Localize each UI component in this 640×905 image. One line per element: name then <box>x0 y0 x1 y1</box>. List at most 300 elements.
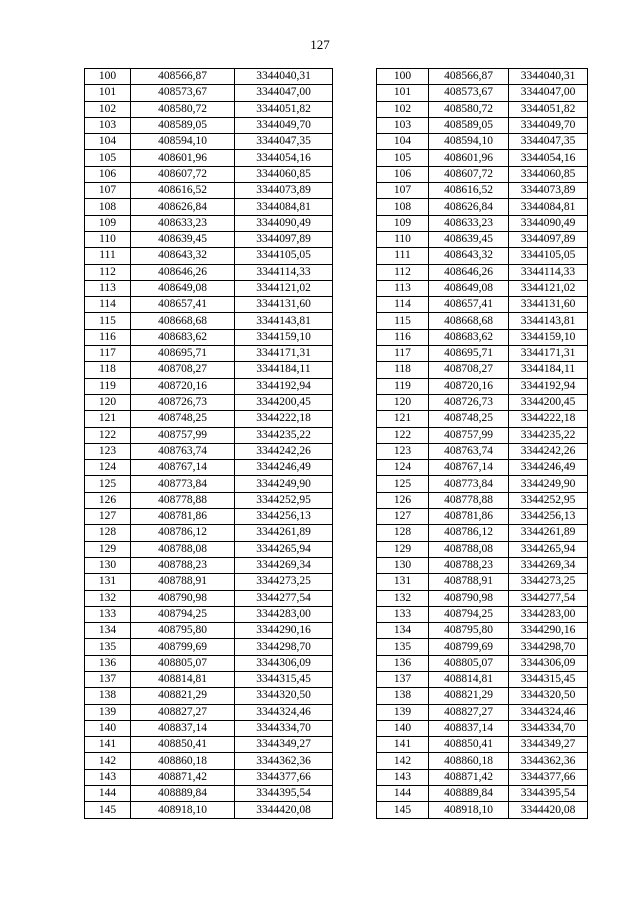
y-coordinate-cell: 3344246,49 <box>235 460 333 476</box>
y-coordinate-cell: 3344049,70 <box>509 117 588 133</box>
x-coordinate-cell: 408626,84 <box>429 199 509 215</box>
y-coordinate-cell: 3344362,36 <box>509 753 588 769</box>
point-number-cell: 140 <box>377 720 429 736</box>
table-row <box>377 85 588 101</box>
x-coordinate-cell: 408757,99 <box>131 427 235 443</box>
y-coordinate-cell: 3344273,25 <box>235 574 333 590</box>
x-coordinate-cell: 408633,23 <box>131 215 235 231</box>
coordinates-table-left <box>84 68 333 819</box>
x-coordinate-cell: 408763,74 <box>429 443 509 459</box>
point-number-cell: 137 <box>377 671 429 687</box>
x-coordinate-cell: 408657,41 <box>131 297 235 313</box>
x-coordinate-cell: 408799,69 <box>429 639 509 655</box>
point-number-cell: 117 <box>377 346 429 362</box>
x-coordinate-cell: 408594,10 <box>131 134 235 150</box>
y-coordinate-cell: 3344060,85 <box>235 166 333 182</box>
point-number-cell: 121 <box>377 411 429 427</box>
y-coordinate-cell: 3344051,82 <box>235 101 333 117</box>
point-number-cell: 120 <box>377 394 429 410</box>
point-number-cell: 102 <box>377 101 429 117</box>
point-number-cell: 140 <box>85 720 131 736</box>
x-coordinate-cell: 408639,45 <box>131 231 235 247</box>
point-number-cell: 133 <box>377 606 429 622</box>
point-number-cell: 110 <box>85 231 131 247</box>
table-row <box>85 134 333 150</box>
page-number: 127 <box>310 37 330 52</box>
point-number-cell: 118 <box>85 362 131 378</box>
y-coordinate-cell: 3344143,81 <box>235 313 333 329</box>
point-number-cell: 102 <box>85 101 131 117</box>
x-coordinate-cell: 408607,72 <box>429 166 509 182</box>
table-row <box>85 671 333 687</box>
y-coordinate-cell: 3344222,18 <box>509 411 588 427</box>
x-coordinate-cell: 408643,32 <box>429 248 509 264</box>
table-row <box>377 590 588 606</box>
point-number-cell: 126 <box>85 492 131 508</box>
x-coordinate-cell: 408589,05 <box>429 117 509 133</box>
table-row <box>85 509 333 525</box>
x-coordinate-cell: 408788,91 <box>131 574 235 590</box>
point-number-cell: 116 <box>85 329 131 345</box>
y-coordinate-cell: 3344054,16 <box>509 150 588 166</box>
table-row <box>377 574 588 590</box>
x-coordinate-cell: 408695,71 <box>131 346 235 362</box>
point-number-cell: 112 <box>85 264 131 280</box>
point-number-cell: 114 <box>377 297 429 313</box>
table-row <box>377 134 588 150</box>
y-coordinate-cell: 3344306,09 <box>509 655 588 671</box>
x-coordinate-cell: 408646,26 <box>131 264 235 280</box>
x-coordinate-cell: 408788,23 <box>429 557 509 573</box>
table-row <box>377 329 588 345</box>
table-row <box>85 769 333 785</box>
table-row <box>85 623 333 639</box>
x-coordinate-cell: 408649,08 <box>429 280 509 296</box>
y-coordinate-cell: 3344073,89 <box>235 183 333 199</box>
x-coordinate-cell: 408786,12 <box>429 525 509 541</box>
point-number-cell: 100 <box>377 69 429 85</box>
y-coordinate-cell: 3344222,18 <box>235 411 333 427</box>
y-coordinate-cell: 3344105,05 <box>235 248 333 264</box>
point-number-cell: 125 <box>85 476 131 492</box>
table-row <box>377 509 588 525</box>
point-number-cell: 131 <box>85 574 131 590</box>
x-coordinate-cell: 408720,16 <box>429 378 509 394</box>
x-coordinate-cell: 408607,72 <box>131 166 235 182</box>
point-number-cell: 103 <box>377 117 429 133</box>
point-number-cell: 104 <box>377 134 429 150</box>
point-number-cell: 115 <box>85 313 131 329</box>
x-coordinate-cell: 408573,67 <box>429 85 509 101</box>
y-coordinate-cell: 3344269,34 <box>509 557 588 573</box>
y-coordinate-cell: 3344256,13 <box>235 509 333 525</box>
table-row <box>377 786 588 802</box>
table-row <box>377 525 588 541</box>
y-coordinate-cell: 3344298,70 <box>509 639 588 655</box>
x-coordinate-cell: 408601,96 <box>131 150 235 166</box>
y-coordinate-cell: 3344047,35 <box>235 134 333 150</box>
table-row <box>377 623 588 639</box>
point-number-cell: 143 <box>85 769 131 785</box>
point-number-cell: 139 <box>85 704 131 720</box>
table-row <box>85 215 333 231</box>
point-number-cell: 106 <box>85 166 131 182</box>
point-number-cell: 123 <box>377 443 429 459</box>
x-coordinate-cell: 408580,72 <box>131 101 235 117</box>
table-row <box>377 704 588 720</box>
y-coordinate-cell: 3344084,81 <box>509 199 588 215</box>
y-coordinate-cell: 3344131,60 <box>509 297 588 313</box>
table-row <box>377 101 588 117</box>
y-coordinate-cell: 3344252,95 <box>235 492 333 508</box>
point-number-cell: 110 <box>377 231 429 247</box>
table-row <box>85 443 333 459</box>
point-number-cell: 141 <box>85 737 131 753</box>
x-coordinate-cell: 408814,81 <box>131 671 235 687</box>
x-coordinate-cell: 408594,10 <box>429 134 509 150</box>
y-coordinate-cell: 3344090,49 <box>509 215 588 231</box>
table-row <box>85 101 333 117</box>
x-coordinate-cell: 408668,68 <box>131 313 235 329</box>
x-coordinate-cell: 408748,25 <box>429 411 509 427</box>
table-row <box>377 346 588 362</box>
table-row <box>85 476 333 492</box>
x-coordinate-cell: 408708,27 <box>429 362 509 378</box>
y-coordinate-cell: 3344097,89 <box>509 231 588 247</box>
y-coordinate-cell: 3344420,08 <box>509 802 588 818</box>
point-number-cell: 127 <box>85 509 131 525</box>
x-coordinate-cell: 408633,23 <box>429 215 509 231</box>
x-coordinate-cell: 408720,16 <box>131 378 235 394</box>
table-row <box>85 280 333 296</box>
point-number-cell: 104 <box>85 134 131 150</box>
table-row <box>85 69 333 85</box>
y-coordinate-cell: 3344235,22 <box>235 427 333 443</box>
table-row <box>85 248 333 264</box>
y-coordinate-cell: 3344377,66 <box>235 769 333 785</box>
x-coordinate-cell: 408795,80 <box>429 623 509 639</box>
y-coordinate-cell: 3344395,54 <box>509 786 588 802</box>
y-coordinate-cell: 3344047,00 <box>509 85 588 101</box>
point-number-cell: 109 <box>377 215 429 231</box>
x-coordinate-cell: 408788,91 <box>429 574 509 590</box>
y-coordinate-cell: 3344277,54 <box>509 590 588 606</box>
x-coordinate-cell: 408786,12 <box>131 525 235 541</box>
table-row <box>85 606 333 622</box>
table-row <box>85 199 333 215</box>
point-number-cell: 105 <box>377 150 429 166</box>
y-coordinate-cell: 3344143,81 <box>509 313 588 329</box>
y-coordinate-cell: 3344249,90 <box>509 476 588 492</box>
table-row <box>377 688 588 704</box>
point-number-cell: 115 <box>377 313 429 329</box>
x-coordinate-cell: 408639,45 <box>429 231 509 247</box>
x-coordinate-cell: 408827,27 <box>131 704 235 720</box>
table-row <box>377 606 588 622</box>
table-row <box>85 655 333 671</box>
table-row <box>377 297 588 313</box>
y-coordinate-cell: 3344114,33 <box>509 264 588 280</box>
table-row <box>377 443 588 459</box>
y-coordinate-cell: 3344073,89 <box>509 183 588 199</box>
x-coordinate-cell: 408805,07 <box>131 655 235 671</box>
x-coordinate-cell: 408566,87 <box>131 69 235 85</box>
point-number-cell: 136 <box>85 655 131 671</box>
point-number-cell: 127 <box>377 509 429 525</box>
point-number-cell: 112 <box>377 264 429 280</box>
x-coordinate-cell: 408649,08 <box>131 280 235 296</box>
point-number-cell: 122 <box>85 427 131 443</box>
y-coordinate-cell: 3344084,81 <box>235 199 333 215</box>
point-number-cell: 135 <box>85 639 131 655</box>
y-coordinate-cell: 3344324,46 <box>235 704 333 720</box>
point-number-cell: 119 <box>377 378 429 394</box>
x-coordinate-cell: 408646,26 <box>429 264 509 280</box>
y-coordinate-cell: 3344131,60 <box>235 297 333 313</box>
point-number-cell: 136 <box>377 655 429 671</box>
point-number-cell: 124 <box>377 460 429 476</box>
x-coordinate-cell: 408889,84 <box>429 786 509 802</box>
y-coordinate-cell: 3344290,16 <box>235 623 333 639</box>
table-row <box>377 476 588 492</box>
table-row <box>377 69 588 85</box>
y-coordinate-cell: 3344054,16 <box>235 150 333 166</box>
y-coordinate-cell: 3344200,45 <box>509 394 588 410</box>
point-number-cell: 133 <box>85 606 131 622</box>
table-row <box>85 85 333 101</box>
y-coordinate-cell: 3344283,00 <box>509 606 588 622</box>
x-coordinate-cell: 408763,74 <box>131 443 235 459</box>
x-coordinate-cell: 408837,14 <box>429 720 509 736</box>
table-row <box>377 720 588 736</box>
point-number-cell: 134 <box>85 623 131 639</box>
x-coordinate-cell: 408860,18 <box>131 753 235 769</box>
point-number-cell: 101 <box>377 85 429 101</box>
point-number-cell: 118 <box>377 362 429 378</box>
table-row <box>377 671 588 687</box>
x-coordinate-cell: 408799,69 <box>131 639 235 655</box>
x-coordinate-cell: 408889,84 <box>131 786 235 802</box>
x-coordinate-cell: 408566,87 <box>429 69 509 85</box>
y-coordinate-cell: 3344184,11 <box>509 362 588 378</box>
table-row <box>85 590 333 606</box>
y-coordinate-cell: 3344324,46 <box>509 704 588 720</box>
point-number-cell: 113 <box>377 280 429 296</box>
y-coordinate-cell: 3344246,49 <box>509 460 588 476</box>
point-number-cell: 131 <box>377 574 429 590</box>
table-row <box>377 737 588 753</box>
point-number-cell: 130 <box>377 557 429 573</box>
x-coordinate-cell: 408767,14 <box>131 460 235 476</box>
x-coordinate-cell: 408790,98 <box>429 590 509 606</box>
y-coordinate-cell: 3344171,31 <box>509 346 588 362</box>
x-coordinate-cell: 408850,41 <box>131 737 235 753</box>
x-coordinate-cell: 408837,14 <box>131 720 235 736</box>
x-coordinate-cell: 408918,10 <box>429 802 509 818</box>
y-coordinate-cell: 3344290,16 <box>509 623 588 639</box>
y-coordinate-cell: 3344362,36 <box>235 753 333 769</box>
point-number-cell: 134 <box>377 623 429 639</box>
table-row <box>377 492 588 508</box>
x-coordinate-cell: 408726,73 <box>131 394 235 410</box>
y-coordinate-cell: 3344171,31 <box>235 346 333 362</box>
x-coordinate-cell: 408726,73 <box>429 394 509 410</box>
table-row <box>377 150 588 166</box>
y-coordinate-cell: 3344420,08 <box>235 802 333 818</box>
table-row <box>377 166 588 182</box>
y-coordinate-cell: 3344049,70 <box>235 117 333 133</box>
table-row <box>377 199 588 215</box>
x-coordinate-cell: 408814,81 <box>429 671 509 687</box>
y-coordinate-cell: 3344192,94 <box>235 378 333 394</box>
point-number-cell: 128 <box>85 525 131 541</box>
table-row <box>377 541 588 557</box>
y-coordinate-cell: 3344306,09 <box>235 655 333 671</box>
y-coordinate-cell: 3344242,26 <box>235 443 333 459</box>
point-number-cell: 101 <box>85 85 131 101</box>
table-row <box>377 639 588 655</box>
y-coordinate-cell: 3344261,89 <box>509 525 588 541</box>
table-row <box>85 117 333 133</box>
point-number-cell: 137 <box>85 671 131 687</box>
x-coordinate-cell: 408781,86 <box>429 509 509 525</box>
x-coordinate-cell: 408794,25 <box>429 606 509 622</box>
x-coordinate-cell: 408626,84 <box>131 199 235 215</box>
point-number-cell: 138 <box>85 688 131 704</box>
y-coordinate-cell: 3344060,85 <box>509 166 588 182</box>
x-coordinate-cell: 408616,52 <box>429 183 509 199</box>
table-row <box>85 297 333 313</box>
x-coordinate-cell: 408767,14 <box>429 460 509 476</box>
y-coordinate-cell: 3344047,35 <box>509 134 588 150</box>
point-number-cell: 145 <box>377 802 429 818</box>
y-coordinate-cell: 3344192,94 <box>509 378 588 394</box>
point-number-cell: 103 <box>85 117 131 133</box>
point-number-cell: 138 <box>377 688 429 704</box>
point-number-cell: 129 <box>377 541 429 557</box>
table-row <box>377 769 588 785</box>
x-coordinate-cell: 408580,72 <box>429 101 509 117</box>
x-coordinate-cell: 408794,25 <box>131 606 235 622</box>
point-number-cell: 126 <box>377 492 429 508</box>
y-coordinate-cell: 3344040,31 <box>509 69 588 85</box>
x-coordinate-cell: 408821,29 <box>131 688 235 704</box>
table-row <box>85 378 333 394</box>
y-coordinate-cell: 3344159,10 <box>509 329 588 345</box>
point-number-cell: 132 <box>85 590 131 606</box>
x-coordinate-cell: 408708,27 <box>131 362 235 378</box>
table-row <box>85 460 333 476</box>
table-row <box>85 427 333 443</box>
table-row <box>85 802 333 818</box>
x-coordinate-cell: 408748,25 <box>131 411 235 427</box>
point-number-cell: 114 <box>85 297 131 313</box>
y-coordinate-cell: 3344200,45 <box>235 394 333 410</box>
x-coordinate-cell: 408683,62 <box>131 329 235 345</box>
x-coordinate-cell: 408573,67 <box>131 85 235 101</box>
point-number-cell: 107 <box>85 183 131 199</box>
x-coordinate-cell: 408795,80 <box>131 623 235 639</box>
point-number-cell: 100 <box>85 69 131 85</box>
table-row <box>377 427 588 443</box>
point-number-cell: 120 <box>85 394 131 410</box>
table-row <box>377 264 588 280</box>
x-coordinate-cell: 408788,08 <box>429 541 509 557</box>
table-row <box>85 394 333 410</box>
x-coordinate-cell: 408827,27 <box>429 704 509 720</box>
x-coordinate-cell: 408788,23 <box>131 557 235 573</box>
x-coordinate-cell: 408773,84 <box>429 476 509 492</box>
y-coordinate-cell: 3344235,22 <box>509 427 588 443</box>
point-number-cell: 119 <box>85 378 131 394</box>
table-row <box>85 688 333 704</box>
point-number-cell: 132 <box>377 590 429 606</box>
y-coordinate-cell: 3344121,02 <box>235 280 333 296</box>
table-row <box>377 394 588 410</box>
x-coordinate-cell: 408805,07 <box>429 655 509 671</box>
point-number-cell: 145 <box>85 802 131 818</box>
y-coordinate-cell: 3344320,50 <box>509 688 588 704</box>
x-coordinate-cell: 408860,18 <box>429 753 509 769</box>
y-coordinate-cell: 3344097,89 <box>235 231 333 247</box>
point-number-cell: 111 <box>377 248 429 264</box>
x-coordinate-cell: 408918,10 <box>131 802 235 818</box>
x-coordinate-cell: 408695,71 <box>429 346 509 362</box>
y-coordinate-cell: 3344320,50 <box>235 688 333 704</box>
table-row <box>377 655 588 671</box>
table-row <box>377 280 588 296</box>
y-coordinate-cell: 3344395,54 <box>235 786 333 802</box>
table-row <box>85 492 333 508</box>
table-row <box>377 557 588 573</box>
y-coordinate-cell: 3344334,70 <box>235 720 333 736</box>
table-row <box>85 574 333 590</box>
table-row <box>85 786 333 802</box>
y-coordinate-cell: 3344334,70 <box>509 720 588 736</box>
y-coordinate-cell: 3344047,00 <box>235 85 333 101</box>
y-coordinate-cell: 3344159,10 <box>235 329 333 345</box>
table-row <box>85 737 333 753</box>
y-coordinate-cell: 3344184,11 <box>235 362 333 378</box>
x-coordinate-cell: 408589,05 <box>131 117 235 133</box>
point-number-cell: 142 <box>377 753 429 769</box>
table-row <box>377 215 588 231</box>
point-number-cell: 113 <box>85 280 131 296</box>
y-coordinate-cell: 3344349,27 <box>509 737 588 753</box>
point-number-cell: 142 <box>85 753 131 769</box>
x-coordinate-cell: 408781,86 <box>131 509 235 525</box>
table-row <box>377 117 588 133</box>
point-number-cell: 144 <box>85 786 131 802</box>
y-coordinate-cell: 3344051,82 <box>509 101 588 117</box>
table-row <box>377 378 588 394</box>
table-row <box>85 166 333 182</box>
table-row <box>377 183 588 199</box>
point-number-cell: 130 <box>85 557 131 573</box>
y-coordinate-cell: 3344249,90 <box>235 476 333 492</box>
x-coordinate-cell: 408850,41 <box>429 737 509 753</box>
table-row <box>85 639 333 655</box>
y-coordinate-cell: 3344121,02 <box>509 280 588 296</box>
y-coordinate-cell: 3344315,45 <box>235 671 333 687</box>
x-coordinate-cell: 408668,68 <box>429 313 509 329</box>
x-coordinate-cell: 408683,62 <box>429 329 509 345</box>
table-row <box>85 541 333 557</box>
table-row <box>85 346 333 362</box>
point-number-cell: 109 <box>85 215 131 231</box>
point-number-cell: 108 <box>377 199 429 215</box>
table-row <box>85 557 333 573</box>
